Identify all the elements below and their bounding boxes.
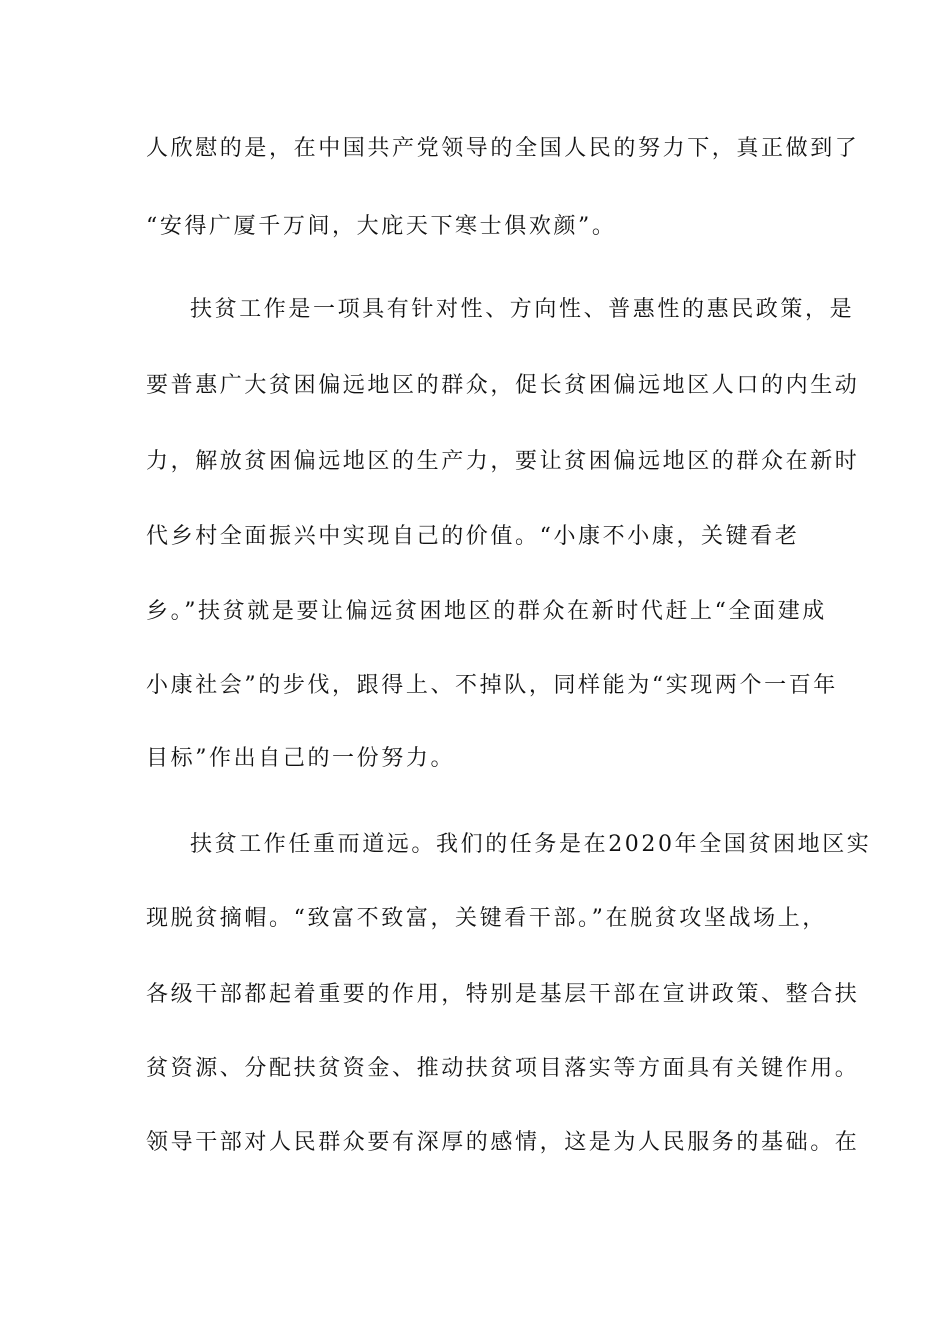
text-line: “安得广厦千万间，大庇天下寒士俱欢颜”。	[146, 214, 617, 239]
text-line: 小康社会”的步伐，跟得上、不掉队，同样能为“实现两个一百年	[146, 673, 838, 698]
text-line: 现脱贫摘帽。“致富不致富，关键看干部。”在脱贫攻坚战场上，	[146, 906, 827, 931]
text-line: 人欣慰的是，在中国共产党领导的全国人民的努力下，真正做到了	[146, 136, 860, 161]
paragraph-first-line: 扶贫工作是一项具有针对性、方向性、普惠性的惠民政策，是	[190, 297, 855, 322]
text-line: 目标”作出自己的一份努力。	[146, 746, 456, 771]
text-line: 各级干部都起着重要的作用，特别是基层干部在宣讲政策、整合扶	[146, 982, 860, 1007]
text-line: 要普惠广大贫困偏远地区的群众，促长贫困偏远地区人口的内生动	[146, 373, 860, 398]
text-line: 力，解放贫困偏远地区的生产力，要让贫困偏远地区的群众在新时	[146, 449, 860, 474]
text-line: 领导干部对人民群众要有深厚的感情，这是为人民服务的基础。在	[146, 1130, 860, 1155]
text-line: 代乡村全面振兴中实现自己的价值。“小康不小康，关键看老	[146, 524, 800, 549]
paragraph-first-line: 扶贫工作任重而道远。我们的任务是在2020年全国贫困地区实	[190, 832, 872, 857]
text-line: 贫资源、分配扶贫资金、推动扶贫项目落实等方面具有关键作用。	[146, 1056, 860, 1081]
text-line: 乡。”扶贫就是要让偏远贫困地区的群众在新时代赶上“全面建成	[146, 599, 827, 624]
